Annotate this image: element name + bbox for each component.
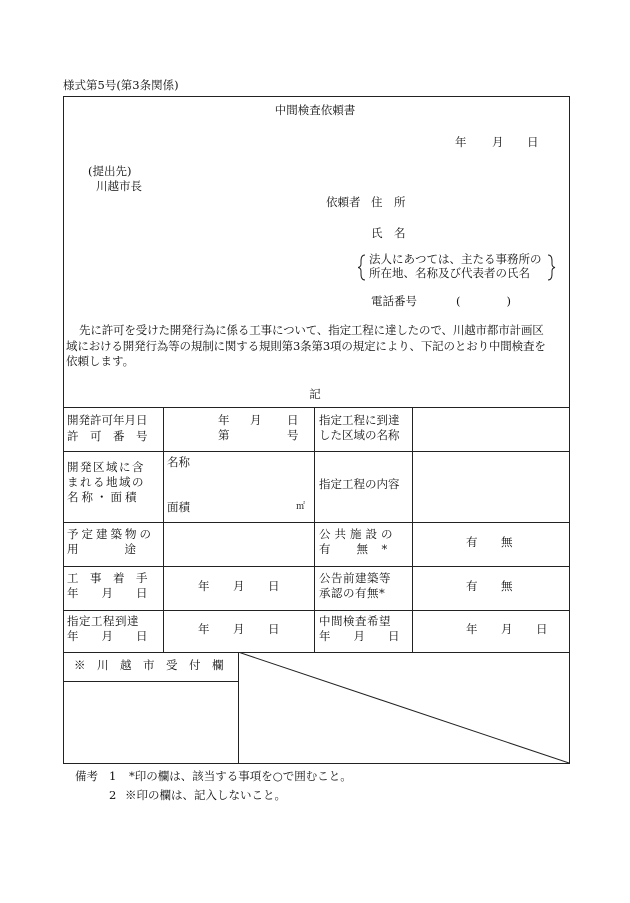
r4-yes: 有 — [466, 579, 478, 593]
body-text-line2: 域における開発行為等の規制に関する規則第3条第3項の規定により、下記のとおり中間検査を — [66, 339, 546, 353]
r3-label1: 予定建築物の — [67, 527, 154, 541]
table-line — [412, 407, 413, 652]
r2-label3: 名称・面積 — [67, 490, 140, 504]
r4-label1: 工 事 着 手 — [67, 571, 148, 585]
r5-day: 日 — [268, 622, 280, 636]
r5-month: 月 — [233, 622, 245, 636]
phone-label: 電話番号 — [371, 294, 417, 308]
form-label: 様式第5号(第3条関係) — [63, 78, 179, 92]
note1-text: *印の欄は、該当する事項を○で囲むこと。 — [129, 769, 352, 783]
addressee-name: 川越市長 — [96, 179, 142, 193]
r1-go: 号 — [287, 428, 299, 442]
r2-label4: 指定工程の内容 — [319, 477, 400, 491]
r4-label3: 公告前建築等 — [319, 571, 391, 585]
r5-v2-month: 月 — [501, 622, 513, 636]
r3-yes: 有 — [466, 535, 478, 549]
notes-label: 備考 — [75, 769, 98, 783]
r5-label3: 中間検査希望 — [319, 614, 391, 628]
address-label: 住 所 — [371, 195, 406, 209]
r5-label2: 年 月 日 — [67, 629, 148, 643]
r1-label-line1: 開発許可年月日 — [67, 413, 148, 427]
date-day: 日 — [527, 135, 539, 149]
r4-label2: 年 月 日 — [67, 586, 148, 600]
requester-label: 依頼者 — [326, 195, 361, 209]
table-line — [314, 407, 315, 652]
diagonal-line — [238, 652, 570, 764]
ki-label: 記 — [309, 387, 321, 401]
r4-year: 年 — [198, 579, 210, 593]
r4-label4: 承認の有無* — [319, 586, 386, 600]
r1-day: 日 — [287, 413, 299, 427]
r3-no: 無 — [501, 535, 513, 549]
r4-day: 日 — [268, 579, 280, 593]
r2-area-label: 面積 — [167, 500, 190, 514]
date-year: 年 — [455, 135, 467, 149]
reception-label: ※ 川 越 市 受 付 欄 — [74, 658, 224, 672]
date-month: 月 — [492, 135, 504, 149]
r1-label-line2: 許 可 番 号 — [67, 429, 148, 443]
r2-label2: まれる地域の — [67, 475, 145, 489]
body-text-line1: 先に許可を受けた開発行為に係る工事について、指定工程に達したので、川越市都市計画区 — [79, 323, 544, 337]
r4-no: 無 — [501, 579, 513, 593]
name-label: 氏 名 — [371, 226, 406, 240]
r1-label3: 指定工程に到達 — [319, 413, 400, 427]
r5-label1: 指定工程到達 — [67, 614, 139, 628]
r1-label4: した区域の名称 — [319, 428, 400, 442]
r3-label3: 公共施設の — [319, 527, 397, 541]
table-line — [63, 451, 570, 452]
r3-label4: 有 無 * — [319, 542, 389, 556]
r5-v2-year: 年 — [466, 622, 478, 636]
phone-paren: ( ) — [456, 294, 511, 308]
addressee-label: (提出先) — [88, 164, 132, 178]
r1-dai: 第 — [218, 428, 230, 442]
r1-year: 年 — [218, 413, 230, 427]
r5-label4: 年 月 日 — [319, 629, 400, 643]
corp-note-line1: 法人にあつては、主たる事務所の — [369, 252, 542, 266]
table-line — [63, 610, 570, 611]
table-line — [63, 407, 64, 764]
note1-num: 1 — [109, 769, 117, 783]
r5-year: 年 — [198, 622, 210, 636]
r2-label1: 開発区域に含 — [67, 460, 145, 474]
table-line — [63, 407, 570, 408]
table-line — [63, 522, 570, 523]
r4-month: 月 — [233, 579, 245, 593]
table-line — [163, 407, 164, 652]
body-text-line3: 依頼します。 — [66, 354, 135, 368]
r2-name-label: 名称 — [167, 455, 190, 469]
r3-label2: 用 途 — [67, 542, 136, 556]
r2-unit: ㎡ — [296, 502, 306, 512]
r5-v2-day: 日 — [536, 622, 548, 636]
table-line — [63, 681, 238, 682]
page-title: 中間検査依頼書 — [274, 103, 356, 117]
r1-month: 月 — [250, 413, 262, 427]
corp-note-line2: 所在地、名称及び代表者の氏名 — [369, 266, 530, 280]
note2-text: ※印の欄は、記入しないこと。 — [125, 788, 286, 802]
note2-num: 2 — [109, 788, 117, 802]
table-line — [63, 566, 570, 567]
